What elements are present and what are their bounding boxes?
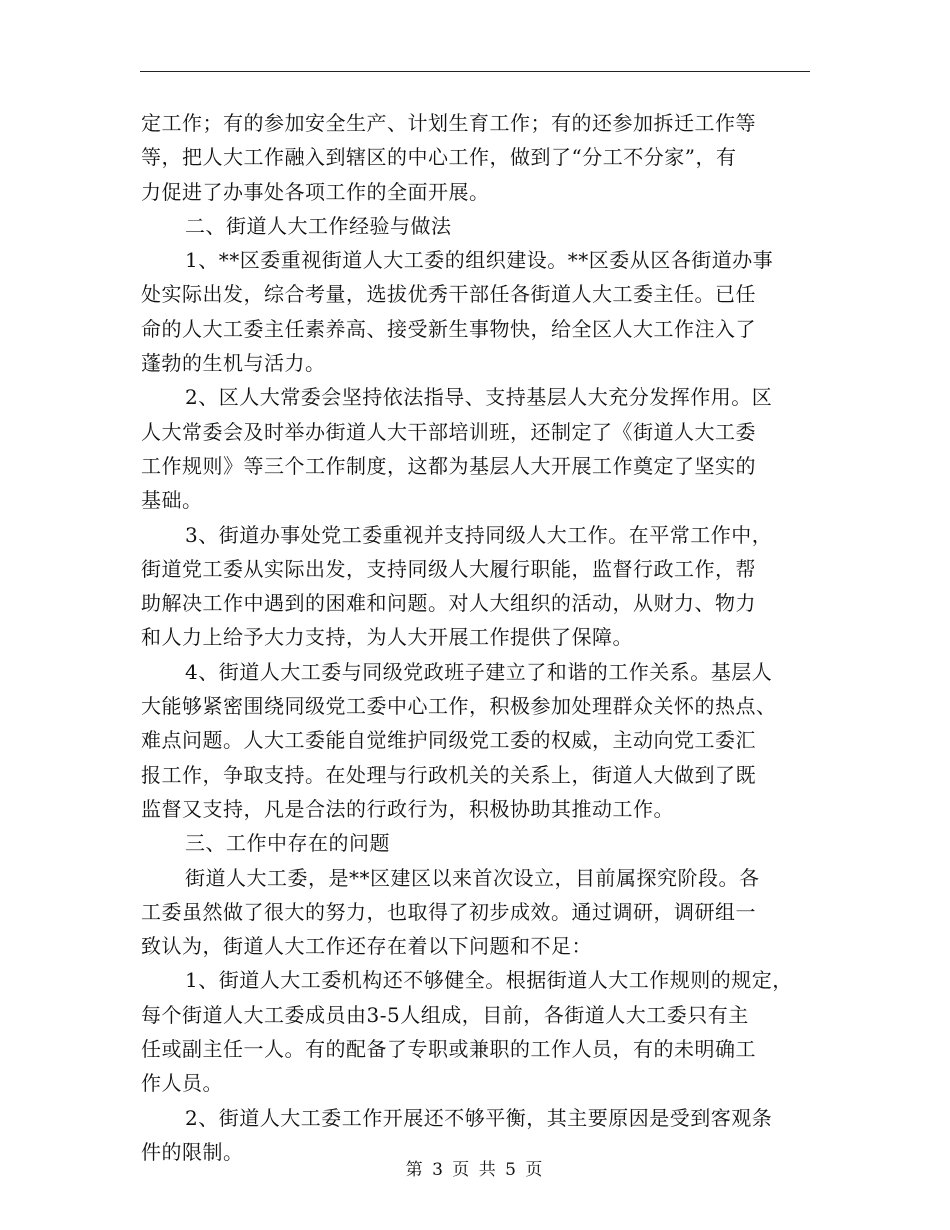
text-line: 基础。 [141,488,203,513]
text-line: 3、街道办事处党工委重视并支持同级人大工作。在平常工作中， [185,522,773,547]
text-line: 定工作；有的参加安全生产、计划生育工作；有的还参加拆迁工作等 [141,111,756,135]
text-line: 2、区人大常委会坚持依法指导、支持基层人大充分发挥作用。区 [185,385,773,410]
text-line: 力促进了办事处各项工作的全面开展。 [141,179,490,204]
paragraph [141,209,813,243]
paragraph [141,826,813,860]
text-line: 人大常委会及时举办街道人大干部培训班，还制定了《街道人大工委 [141,419,756,444]
text-line: 监督又支持，凡是合法的行政行为，积极协助其推动工作。 [141,796,674,821]
text-line: 大能够紧密围绕同级党工委中心工作，积极参加处理群众关怀的热点、 [141,694,777,719]
text-line: 致认为，街道人大工作还存在着以下问题和不足： [141,934,592,959]
text-line: 每个街道人大工委成员由3-5人组成，目前，各街道人大工委只有主 [141,1002,749,1027]
text-line: 街道党工委从实际出发，支持同级人大履行职能，监督行政工作，帮 [141,556,756,581]
paragraph [141,243,813,380]
text-line: 4、街道人大工委与同级党政班子建立了和谐的工作关系。基层人 [185,659,773,684]
text-line: 街道人大工委，是**区建区以来首次设立，目前属探究阶段。各 [185,865,760,890]
page-footer: 第 3 页 共 5 页 [405,1160,545,1180]
paragraph [141,963,813,1100]
text-line: 和人力上给予大力支持，为人大开展工作提供了保障。 [141,625,633,650]
document-body [141,106,813,1169]
text-line: 二、街道人大工作经验与做法 [185,213,452,238]
paragraph [141,518,813,655]
text-line: 件的限制。 [141,1139,244,1164]
text-line: 处实际出发，综合考量，选拔优秀干部任各街道人大工委主任。已任 [141,282,756,307]
text-line: 作人员。 [141,1071,223,1096]
text-line: 等，把人大工作融入到辖区的中心工作，做到了“分工不分家”，有 [141,145,737,170]
text-line: 命的人大工委主任素养高、接受新生事物快，给全区人大工作注入了 [141,316,756,341]
paragraph [141,380,813,517]
text-line: 助解决工作中遇到的困难和问题。对人大组织的活动，从财力、物力 [141,591,756,616]
header-rule [140,71,810,72]
text-line: 任或副主任一人。有的配备了专职或兼职的工作人员，有的未明确工 [141,1037,756,1062]
text-line: 报工作，争取支持。在处理与行政机关的关系上，街道人大做到了既 [141,762,756,787]
text-line: 工作规则》等三个工作制度，这都为基层人大开展工作奠定了坚实的 [141,453,756,478]
text-line: 三、工作中存在的问题 [185,831,390,856]
text-line: 1、街道人大工委机构还不够健全。根据街道人大工作规则的规定， [185,968,793,993]
text-line: 工委虽然做了很大的努力，也取得了初步成效。通过调研，调研组一 [141,899,756,924]
text-line: 蓬勃的生机与活力。 [141,351,326,376]
text-line: 1、**区委重视街道人大工委的组织建设。**区委从区各街道办事 [185,248,774,273]
paragraph [141,861,813,964]
text-line: 难点问题。人大工委能自觉维护同级党工委的权威，主动向党工委汇 [141,728,756,753]
text-line: 2、街道人大工委工作开展还不够平衡，其主要原因是受到客观条 [185,1105,773,1130]
paragraph [141,655,813,826]
paragraph [141,106,813,209]
